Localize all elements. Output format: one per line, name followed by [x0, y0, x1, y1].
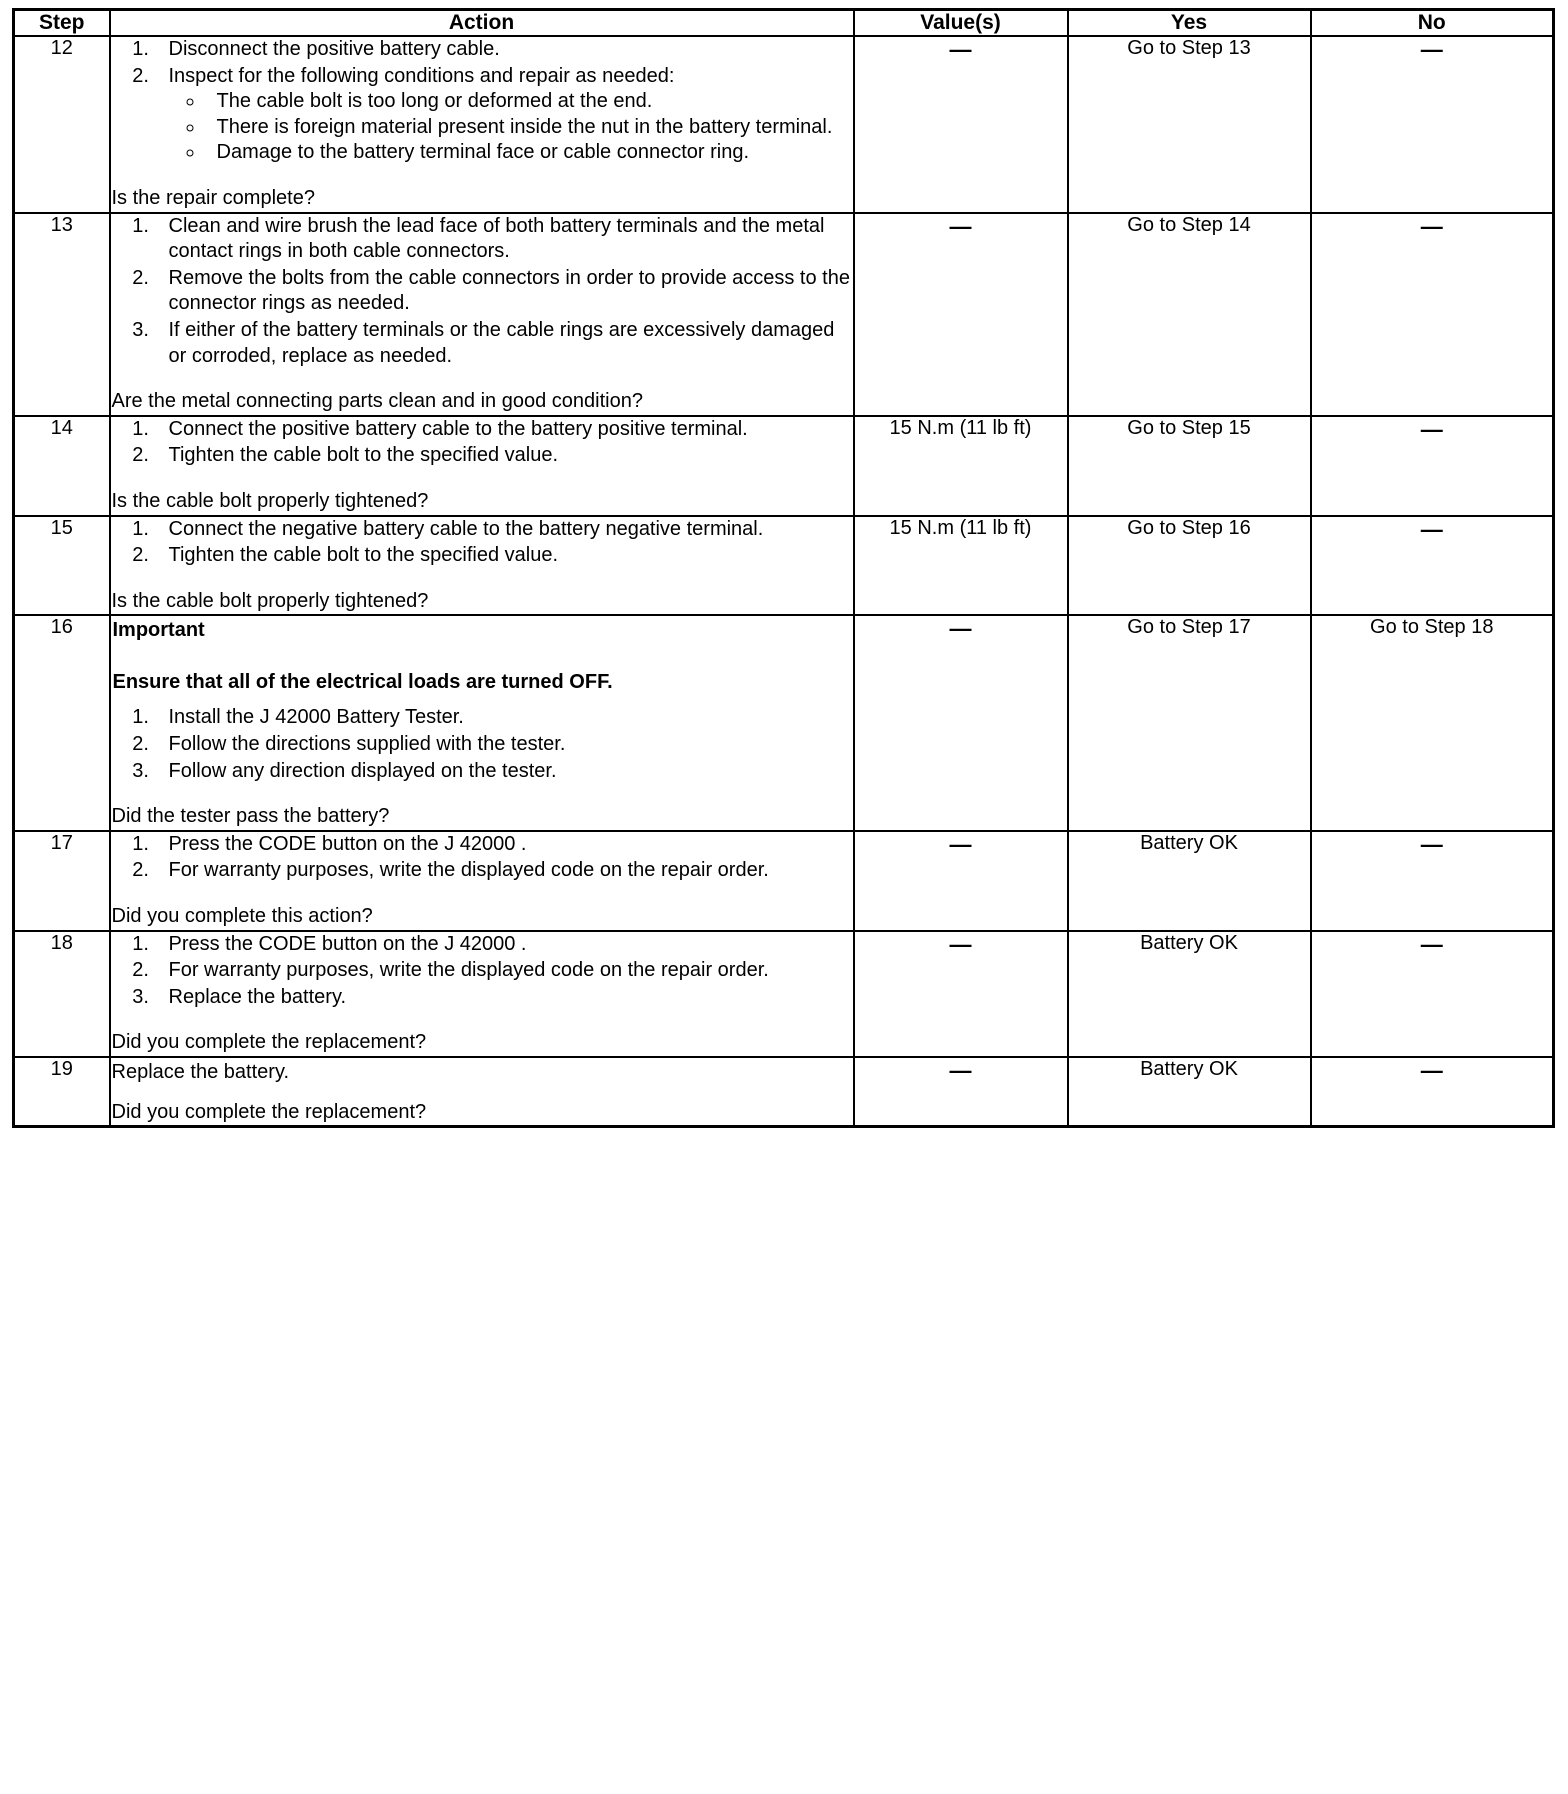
- value-cell: [854, 1057, 1068, 1127]
- value-cell: [854, 213, 1068, 416]
- no-cell: [1311, 416, 1554, 516]
- value-text: —: [949, 37, 972, 62]
- action-question: Is the cable bolt properly tightened?: [111, 489, 429, 512]
- list-item: [155, 64, 853, 166]
- yes-cell: Go to Step 17: [1068, 615, 1311, 831]
- action-list: [155, 214, 853, 370]
- action-cell: [110, 36, 854, 213]
- list-item: 2. Remove the bolts from the cable connectors in order to provide access to the connector rings as needed.: [155, 266, 853, 317]
- action-question: Did you complete the replacement?: [111, 1031, 427, 1054]
- table-body: [14, 36, 1554, 1127]
- action-list: [155, 417, 853, 469]
- value-cell: [854, 615, 1068, 831]
- step-number: 12: [14, 36, 110, 213]
- column-header-action: Action: [110, 10, 854, 37]
- no-text: —: [1420, 516, 1443, 542]
- table-row: [14, 416, 1554, 516]
- no-cell: [1311, 213, 1554, 416]
- list-item-text: Inspect for the following conditions and repair as needed:: [168, 64, 675, 87]
- list-item: 2. Tighten the cable bolt to the specified value.: [155, 443, 853, 469]
- no-cell: [1311, 36, 1554, 213]
- value-cell: 15 N.m (11 lb ft): [854, 416, 1068, 516]
- list-item: 3. If either of the battery terminals or the cable rings are excessively damaged or corroded, replace as needed.: [155, 318, 853, 369]
- action-cell: [110, 416, 854, 516]
- header-row: [14, 10, 1554, 37]
- list-item: 3. Replace the battery.: [155, 985, 853, 1011]
- value-cell: [854, 36, 1068, 213]
- list-item: 2. Tighten the cable bolt to the specified value.: [155, 543, 853, 569]
- table-row: [14, 931, 1554, 1057]
- no-text: —: [1420, 931, 1443, 957]
- list-item: 1. Press the CODE button on the J 42000 .: [155, 932, 853, 958]
- no-text: —: [1420, 831, 1443, 857]
- no-cell: [1311, 931, 1554, 1057]
- list-item: 2. For warranty purposes, write the displayed code on the repair order.: [155, 858, 853, 884]
- action-list: [155, 37, 853, 166]
- table-header: [14, 10, 1554, 37]
- no-text: —: [1420, 416, 1443, 442]
- action-cell: [110, 1057, 854, 1127]
- action-cell: [110, 615, 854, 831]
- table-row: [14, 831, 1554, 931]
- list-item: 2. Follow the directions supplied with the tester.: [155, 732, 853, 758]
- action-text: Replace the battery.: [111, 1061, 290, 1083]
- list-item: ◦ The cable bolt is too long or deformed at the end.: [205, 89, 853, 115]
- yes-cell: Battery OK: [1068, 931, 1311, 1057]
- step-number: 13: [14, 213, 110, 416]
- value-text: —: [949, 931, 972, 957]
- no-cell: [1311, 831, 1554, 931]
- action-question: Are the metal connecting parts clean and in good condition?: [111, 390, 643, 413]
- table-row: [14, 516, 1554, 616]
- yes-cell: Go to Step 14: [1068, 213, 1311, 416]
- action-question: Did the tester pass the battery?: [111, 805, 390, 828]
- action-sublist: [205, 89, 853, 166]
- step-number: 15: [14, 516, 110, 616]
- value-text: —: [949, 616, 972, 642]
- no-cell: Go to Step 18: [1311, 615, 1554, 831]
- yes-cell: Go to Step 15: [1068, 416, 1311, 516]
- column-header-yes: Yes: [1068, 10, 1311, 37]
- list-item: ◦ Damage to the battery terminal face or cable connector ring.: [205, 140, 853, 166]
- table-row: [14, 213, 1554, 416]
- column-header-no: No: [1311, 10, 1554, 37]
- action-question: Is the cable bolt properly tightened?: [111, 589, 429, 612]
- step-number: 17: [14, 831, 110, 931]
- value-cell: [854, 931, 1068, 1057]
- value-text: —: [949, 213, 972, 239]
- action-cell: [110, 516, 854, 616]
- value-cell: [854, 831, 1068, 931]
- step-number: 14: [14, 416, 110, 516]
- list-item: 1. Clean and wire brush the lead face of both battery terminals and the metal contact rings in both cable connectors.: [155, 214, 853, 265]
- value-text: —: [949, 831, 972, 857]
- value-cell: 15 N.m (11 lb ft): [854, 516, 1068, 616]
- column-header-values: Value(s): [854, 10, 1068, 37]
- list-item: 1. Connect the positive battery cable to the battery positive terminal.: [155, 417, 853, 443]
- action-question: Is the repair complete?: [111, 186, 315, 209]
- list-item: 1. Press the CODE button on the J 42000 .: [155, 832, 853, 858]
- action-list: [155, 832, 853, 884]
- yes-cell: Battery OK: [1068, 831, 1311, 931]
- table-row: [14, 1057, 1554, 1127]
- yes-cell: Battery OK: [1068, 1057, 1311, 1127]
- action-list: [155, 705, 853, 784]
- table-row: [14, 615, 1554, 831]
- list-item: 1. Disconnect the positive battery cable.: [155, 37, 853, 63]
- step-number: 16: [14, 615, 110, 831]
- action-list: [155, 932, 853, 1011]
- list-item: ◦ There is foreign material present inside the nut in the battery terminal.: [205, 115, 853, 141]
- action-list: [155, 517, 853, 569]
- no-cell: [1311, 1057, 1554, 1127]
- action-question: Did you complete this action?: [111, 905, 373, 928]
- important-title: Important: [112, 619, 205, 642]
- step-number: 19: [14, 1057, 110, 1127]
- list-item: 1. Connect the negative battery cable to the battery negative terminal.: [155, 517, 853, 543]
- action-question: Did you complete the replacement?: [111, 1100, 427, 1123]
- list-item: 3. Follow any direction displayed on the tester.: [155, 759, 853, 785]
- step-number: 18: [14, 931, 110, 1057]
- diagnostic-table: [12, 8, 1555, 1128]
- yes-cell: Go to Step 13: [1068, 36, 1311, 213]
- list-item: 1. Install the J 42000 Battery Tester.: [155, 705, 853, 731]
- action-cell: [110, 213, 854, 416]
- column-header-step: Step: [14, 10, 110, 37]
- table-row: [14, 36, 1554, 213]
- no-text: —: [1420, 213, 1443, 239]
- action-cell: [110, 831, 854, 931]
- no-cell: [1311, 516, 1554, 616]
- list-item: 2. For warranty purposes, write the displayed code on the repair order.: [155, 958, 853, 984]
- important-text: Ensure that all of the electrical loads are turned OFF.: [112, 670, 613, 693]
- value-text: —: [949, 1058, 972, 1083]
- no-text: —: [1420, 1058, 1443, 1083]
- no-text: —: [1420, 37, 1443, 62]
- yes-cell: Go to Step 16: [1068, 516, 1311, 616]
- action-cell: [110, 931, 854, 1057]
